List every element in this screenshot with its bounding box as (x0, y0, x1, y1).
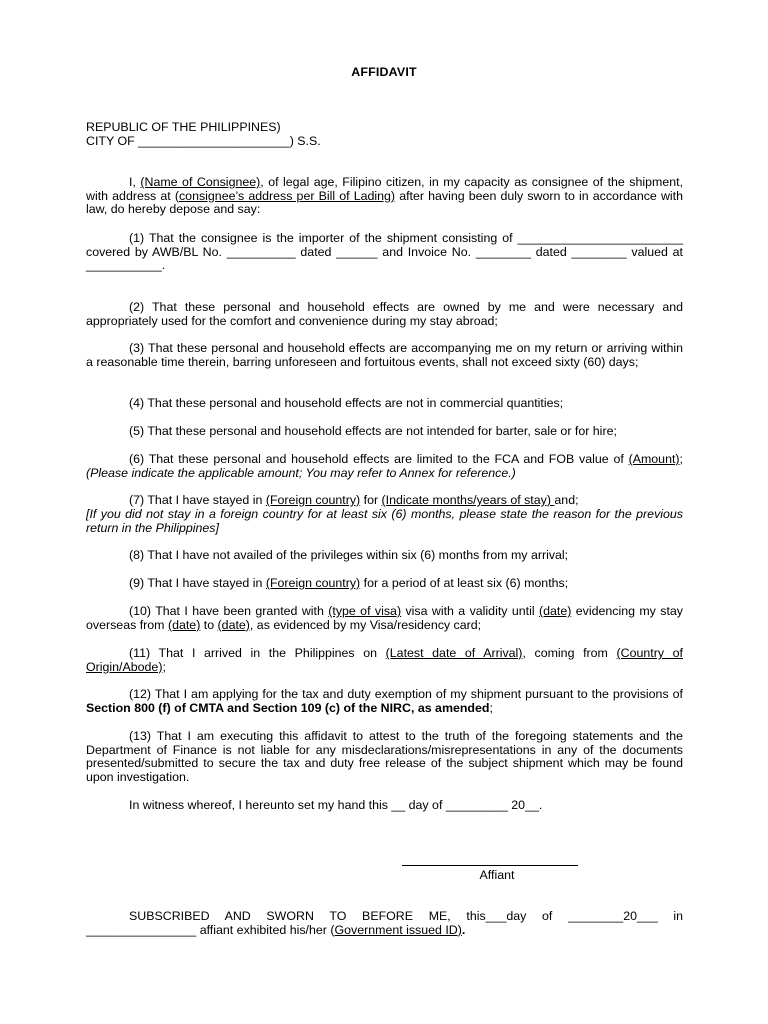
paragraph-7-note: [If you did not stay in a foreign country for at least six (6) months, please state the reason for the previous return in the Philippines] (86, 507, 683, 535)
stay-from-date-field: (date) (167, 617, 201, 632)
paragraph-5: (5) That these personal and household effects are not intended for barter, sale or for hire; (129, 424, 617, 438)
government-id-field: Government issued ID) (334, 922, 462, 937)
paragraph-13: (13) That I am executing this affidavit to attest to the truth of the foregoing statements and the Department of Finance is not liable for any misdeclarations/misrepresentations in any of the documents presented/submitted to secure the tax and duty free release of the subject shipment which may be found upon investigation. (86, 729, 683, 784)
visa-validity-date-field: (date) (538, 604, 572, 618)
jurat: SUBSCRIBED AND SWORN TO BEFORE ME, this___day of ________20___ in ________________ affiant exhibited his/her (Government issued ID). (86, 909, 683, 937)
consignee-address-field: consignee’s address per Bill of Lading) (178, 188, 396, 203)
paragraph-7: (7) That I have stayed in (Foreign country) for (Indicate months/years of stay) and; (129, 493, 579, 507)
venue-block (86, 121, 321, 149)
consignee-name-field: (Name of Consignee) (140, 175, 261, 189)
stay-to-date-field: (date) (217, 617, 250, 632)
affiant-signature-line (402, 865, 578, 866)
amount-note: (Please indicate the applicable amount; You may refer to Annex for reference.) (86, 465, 516, 480)
amount-field: (Amount) (628, 452, 680, 466)
visa-type-field: (type of visa) (328, 604, 402, 618)
stay-duration-field: (Indicate months/years of stay) (381, 493, 555, 507)
foreign-country-field-2: (Foreign country) (265, 576, 361, 590)
country-of-origin-field: (Country of Origin/Abode); (86, 646, 683, 674)
paragraph-11: (11) That I arrived in the Philippines on (Latest date of Arrival), coming from (Country of Origin/Abode); (86, 646, 683, 674)
paragraph-6: (6) That these personal and household effects are limited to the FCA and FOB value of (Amount); (Please indicate the applicable amount; You may refer to Annex for reference.) (86, 452, 683, 480)
paragraph-4: (4) That these personal and household effects are not in commercial quantities; (129, 396, 564, 410)
paragraph-8: (8) That I have not availed of the privileges within six (6) months from my arrival; (129, 548, 569, 562)
arrival-date-field: (Latest date of Arrival) (385, 646, 523, 660)
document-title: AFFIDAVIT (351, 65, 417, 79)
paragraph-12: (12) That I am applying for the tax and duty exemption of my shipment pursuant to the provisions of Section 800 (f) of CMTA and Section 109 (c) of the NIRC, as amended; (86, 687, 683, 715)
paragraph-1: (1) That the consignee is the importer of the shipment consisting of ________________________ covered by AWB/BL No. __________ dated ______ and Invoice No. ________ dated ________ valued at ___________. (86, 231, 683, 273)
legal-basis: Section 800 (f) of CMTA and Section 109 (c) of the NIRC, as amended (86, 700, 490, 715)
paragraph-3: (3) That these personal and household effects are accompanying me on my return or arriving within a reasonable time therein, barring unforeseen and fortuitous events, shall not exceed sixty (60) days; (86, 341, 683, 369)
venue-city: CITY OF ______________________) S.S. (86, 134, 321, 148)
paragraph-2: (2) That these personal and household effects are owned by me and were necessary and appropriately used for the comfort and convenience during my stay abroad; (86, 300, 683, 328)
paragraph-9: (9) That I have stayed in (Foreign country) for a period of at least six (6) months; (129, 576, 569, 590)
affiant-label: Affiant (479, 868, 515, 882)
paragraph-10: (10) That I have been granted with (type of visa) visa with a validity until (date) evidencing my stay overseas from (date) to (date), as evidenced by my Visa/residency card; (86, 604, 683, 632)
witness-clause: In witness whereof, I hereunto set my hand this __ day of _________ 20__. (129, 798, 543, 812)
venue-republic: REPUBLIC OF THE PHILIPPINES) (86, 120, 281, 134)
intro-paragraph: I, (Name of Consignee), of legal age, Filipino citizen, in my capacity as consignee of the shipment, with address at (consignee’s address per Bill of Lading) after having been duly sworn to in accordance with law, do hereby depose and say: (86, 175, 684, 217)
foreign-country-field: (Foreign country) (265, 493, 361, 507)
